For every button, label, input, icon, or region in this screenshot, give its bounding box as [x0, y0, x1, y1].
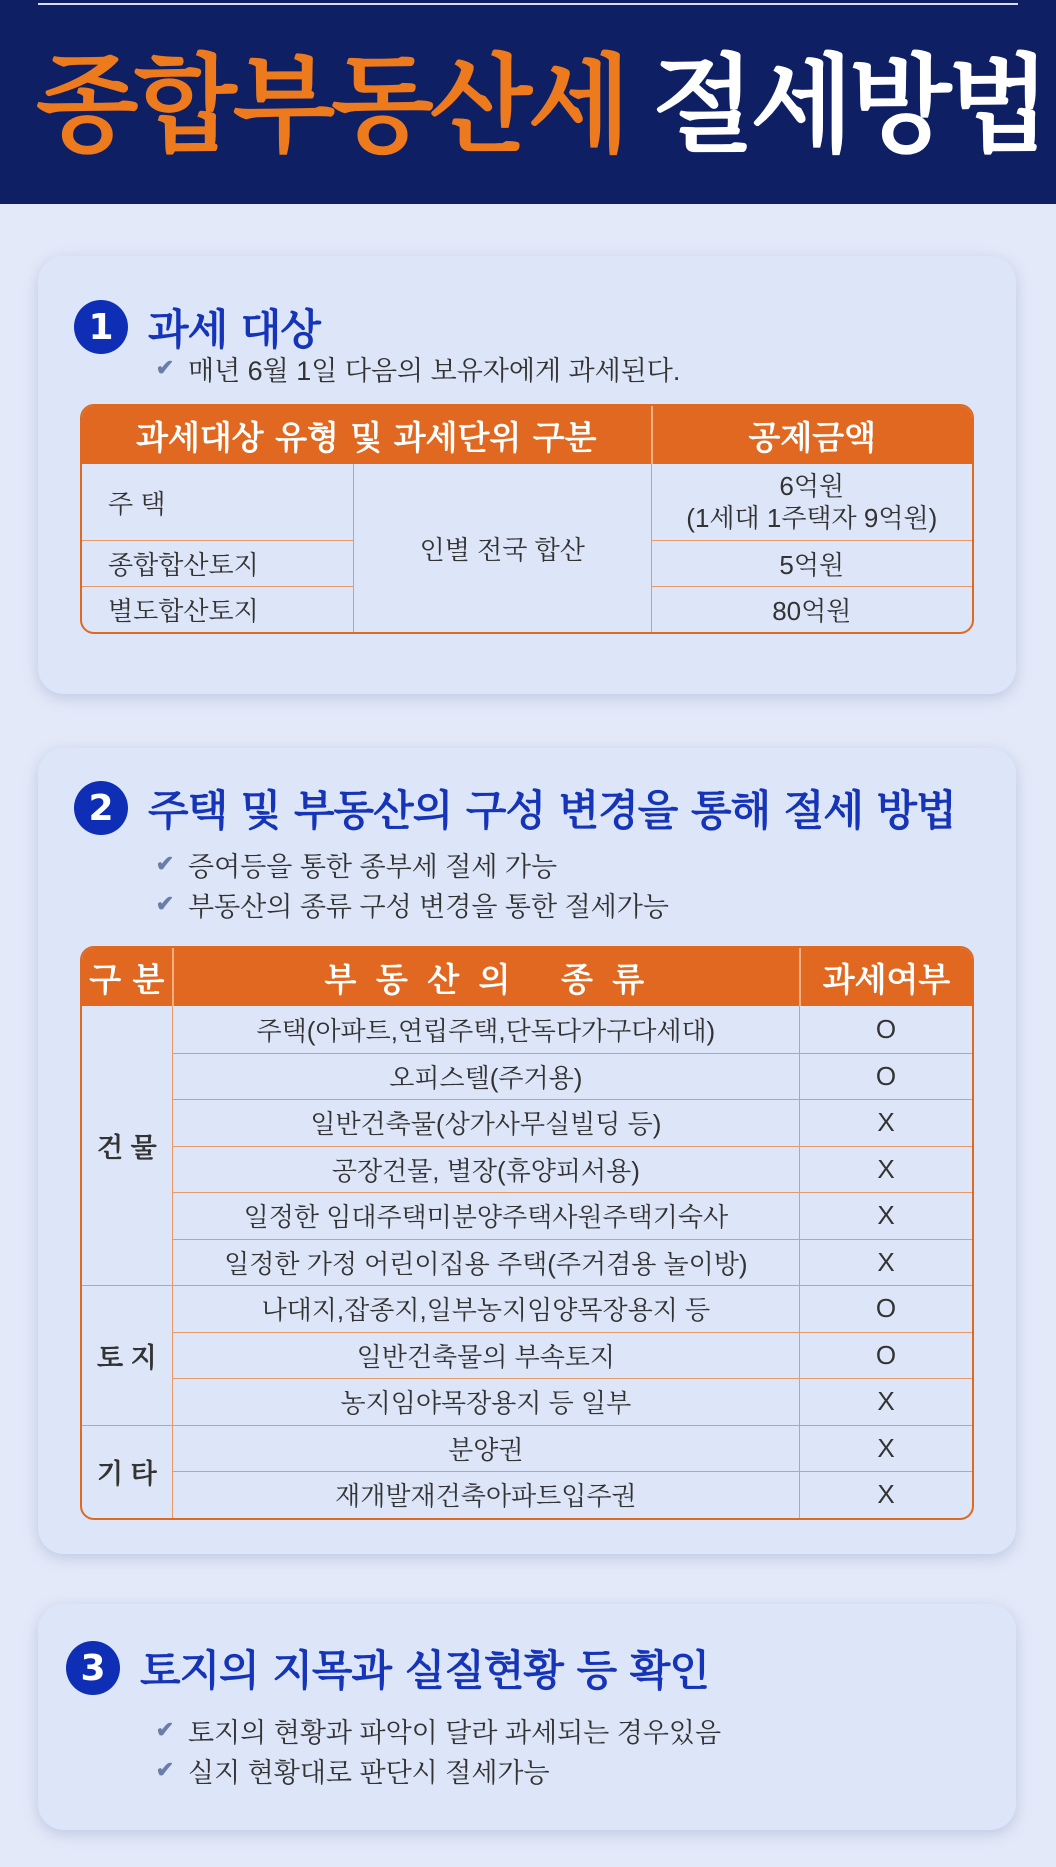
check-icon: ✔ [155, 891, 175, 916]
bullet-item [154, 1750, 721, 1790]
tax-unit-cell: 인별 전국 합산 [353, 464, 651, 632]
header-deduction: 공제금액 [651, 406, 972, 464]
property-kind: 주택(아파트,연립주택,단독다가구다세대) [172, 1006, 799, 1053]
header-property-kind: 부 동 산 의 종 류 [172, 948, 799, 1006]
taxable-mark: X [799, 1239, 972, 1286]
row-type: 주 택 [108, 488, 166, 519]
taxable-mark: O [799, 1285, 972, 1332]
check-icon: ✔ [155, 355, 175, 380]
number-3-icon: 3 [66, 1641, 120, 1695]
row-amount: 5억원 [651, 540, 972, 586]
taxable-mark: X [799, 1471, 972, 1518]
section2-heading [74, 778, 956, 838]
property-kind: 일반건축물의 부속토지 [172, 1332, 799, 1379]
bullet-item [154, 884, 669, 924]
taxable-mark: O [799, 1332, 972, 1379]
bullet-item [154, 348, 680, 388]
number-1-icon: 1 [74, 300, 128, 354]
category-cell: 건 물 [96, 1133, 157, 1163]
number-2-icon: 2 [74, 781, 128, 835]
taxable-mark: X [799, 1099, 972, 1146]
page-title [36, 22, 1046, 172]
banner-rule [38, 3, 1018, 5]
bullet-item [154, 1710, 721, 1750]
taxable-mark: X [799, 1146, 972, 1193]
section2-bullets [154, 844, 669, 924]
row-amount: 80억원 [651, 586, 972, 632]
property-kind: 농지임야목장용지 등 일부 [172, 1378, 799, 1425]
header-taxable: 과세여부 [799, 948, 972, 1006]
check-icon: ✔ [155, 1757, 175, 1782]
check-icon: ✔ [155, 851, 175, 876]
category-cell: 토 지 [82, 1285, 172, 1425]
property-kind: 일반건축물(상가사무실빌딩 등) [172, 1099, 799, 1146]
property-kind: 일정한 임대주택미분양주택사원주택기숙사 [172, 1192, 799, 1239]
bullet-text: 실지 현황대로 판단시 절세가능 [188, 1757, 550, 1788]
bullet-text: 토지의 현황과 파악이 달라 과세되는 경우있음 [188, 1717, 722, 1748]
bullet-item [154, 844, 669, 884]
taxable-mark: O [799, 1053, 972, 1100]
section2-title: 주택 및 부동산의 구성 변경을 통해 절세 방법 [148, 786, 956, 835]
taxable-mark: X [799, 1425, 972, 1472]
row-type: 종합합산토지 [82, 540, 353, 586]
header-type-unit: 과세대상 유형 및 과세단위 구분 [82, 406, 651, 464]
bullet-text: 부동산의 종류 구성 변경을 통한 절세가능 [188, 891, 669, 922]
property-kind: 재개발재건축아파트입주권 [172, 1471, 799, 1518]
row-type: 별도합산토지 [82, 586, 353, 632]
bullet-text: 증여등을 통한 종부세 절세 가능 [188, 851, 558, 882]
property-type-table [80, 946, 974, 1520]
property-kind: 일정한 가정 어린이집용 주택(주거겸용 놀이방) [172, 1239, 799, 1286]
section3-title: 토지의 지목과 실질현황 등 확인 [140, 1646, 709, 1695]
title-orange: 종합부동산세 [36, 44, 627, 167]
section1-title: 과세 대상 [148, 305, 320, 354]
amount-line1: 6억원 [779, 471, 845, 501]
section3-heading [66, 1638, 709, 1698]
property-kind: 공장건물, 별장(휴양피서용) [172, 1146, 799, 1193]
section3-bullets [154, 1710, 721, 1790]
section1-bullets [154, 348, 680, 388]
header-category: 구 분 [82, 948, 172, 1006]
check-icon: ✔ [155, 1717, 175, 1742]
title-banner [0, 0, 1056, 204]
property-kind: 나대지,잡종지,일부농지임양목장용지 등 [172, 1285, 799, 1332]
taxable-mark: X [799, 1192, 972, 1239]
taxable-mark: X [799, 1378, 972, 1425]
amount-line2: (1세대 1주택자 9억원) [686, 503, 938, 533]
bullet-text: 매년 6월 1일 다음의 보유자에게 과세된다. [188, 355, 681, 386]
row-amount [651, 464, 972, 540]
property-kind: 분양권 [172, 1425, 799, 1472]
property-kind: 오피스텔(주거용) [172, 1053, 799, 1100]
category-cell: 기 타 [82, 1425, 172, 1518]
title-white: 절세방법 [652, 44, 1046, 167]
taxable-mark: O [799, 1006, 972, 1053]
tax-target-table [80, 404, 974, 634]
